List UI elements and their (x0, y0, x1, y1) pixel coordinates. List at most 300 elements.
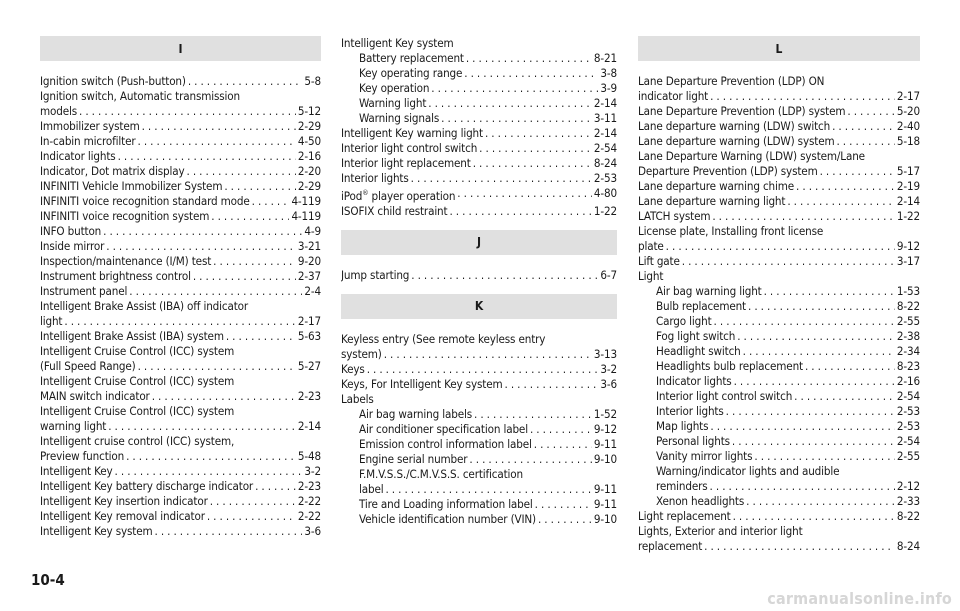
entry-label-text: Tire and Loading information label (359, 496, 533, 511)
dot-leader (754, 449, 895, 464)
entry-label-text: plate (638, 239, 664, 253)
entry-label-text: Intelligent Key insertion indicator (40, 494, 208, 508)
entry-page-ref: 2-33 (896, 494, 920, 508)
entry-label-text: Intelligent Key warning light (341, 126, 483, 140)
dot-leader (213, 254, 296, 269)
dot-leader (469, 452, 592, 467)
index-entry (341, 482, 617, 497)
index-entry (638, 434, 920, 449)
entry-page-ref: 8-22 (896, 299, 920, 313)
entry-label-text: models (40, 104, 78, 118)
entry-page-ref: 2-40 (896, 119, 920, 133)
index-entry (341, 171, 617, 186)
dot-leader (796, 179, 895, 194)
entry-page-ref: 2-53 (593, 171, 617, 185)
index-entry (40, 74, 321, 89)
entry-page-ref: 8-23 (896, 359, 920, 373)
index-entry (638, 119, 920, 134)
entry-label (40, 269, 191, 284)
entry-label (359, 111, 439, 126)
index-entry (638, 164, 920, 179)
entry-page-ref: 9-12 (896, 239, 920, 253)
index-entry (638, 419, 920, 434)
entry-page-ref: 9-12 (593, 421, 617, 436)
index-entry (341, 437, 617, 452)
entry-page-ref: 9-10 (593, 511, 617, 526)
entry-label (40, 284, 127, 299)
entry-page-ref: 2-4 (304, 284, 321, 298)
entry-label (656, 359, 803, 374)
entry-label-text: Engine serial number (359, 451, 468, 466)
index-entry (40, 119, 321, 134)
entry-label (656, 449, 752, 464)
index-entry (638, 509, 920, 524)
entry-page-ref: 2-17 (297, 314, 321, 328)
entry-label-text: Instrument panel (40, 284, 128, 298)
entry-label-text: Intelligent Key system (40, 524, 153, 538)
dot-leader (441, 111, 592, 126)
index-column-2 (341, 36, 617, 527)
index-entry (40, 209, 321, 224)
entry-label (359, 437, 532, 452)
entry-page-ref: 2-20 (297, 164, 321, 178)
entry-label (40, 359, 136, 374)
entry-page-ref: 2-29 (297, 179, 321, 193)
entry-label-text: Lane departure warning light (638, 194, 786, 208)
index-entry-text: Intelligent Cruise Control (ICC) system (40, 374, 235, 388)
entry-label-text: INFO button (40, 224, 102, 238)
page-number: 10-4 (31, 571, 65, 589)
entry-page-ref: 2-54 (896, 434, 920, 448)
dot-leader (746, 494, 895, 509)
entry-label-text: light (40, 314, 63, 328)
index-entry (341, 452, 617, 467)
entry-page-ref: 2-34 (896, 344, 920, 358)
entry-label (638, 119, 830, 134)
index-entry (40, 164, 321, 179)
dot-leader (805, 359, 895, 374)
entry-page-ref: 2-16 (896, 374, 920, 388)
index-entry (638, 494, 920, 509)
dot-leader (714, 314, 895, 329)
dot-leader (384, 347, 592, 362)
index-entry (638, 284, 920, 299)
entry-page-ref: 3-2 (600, 361, 617, 376)
index-entry (341, 51, 617, 66)
dot-leader (534, 437, 592, 452)
dot-leader (255, 479, 296, 494)
index-entry (341, 407, 617, 422)
entry-page-ref: 2-23 (297, 389, 321, 403)
entry-label-text: Indicator lights (40, 149, 116, 163)
entry-page-ref: 1-22 (896, 209, 920, 223)
entry-label (341, 347, 382, 362)
entry-label (656, 494, 744, 509)
index-entry (40, 179, 321, 194)
watermark-logo: carmanualsonline.info (767, 589, 952, 608)
entry-page-ref: 3-6 (304, 524, 321, 538)
dot-leader (466, 51, 592, 66)
entry-label-text: Inspection/maintenance (I/M) test (40, 254, 212, 268)
dot-leader (505, 377, 599, 392)
dot-leader (743, 344, 895, 359)
entry-label (359, 96, 426, 111)
entry-label-text: Interior light replacement (341, 156, 471, 170)
section-header: I (40, 36, 321, 61)
index-entry-text: Intelligent Cruise Control (ICC) system (40, 404, 235, 418)
entry-page-ref: 8-24 (896, 539, 920, 553)
index-entry (40, 494, 321, 509)
entry-label (40, 524, 153, 539)
entry-page-ref: 3-6 (600, 376, 617, 391)
dot-leader (734, 374, 895, 389)
dot-leader (385, 482, 591, 497)
entry-label (638, 539, 702, 554)
entry-label-text: (Full Speed Range) (40, 359, 136, 373)
index-column-3 (638, 36, 920, 554)
dot-leader (187, 164, 296, 179)
entry-label-text: Indicator, Dot matrix display (40, 164, 185, 178)
index-entry (40, 329, 321, 344)
dot-leader (726, 404, 895, 419)
dot-leader (449, 204, 591, 219)
dot-leader (155, 524, 303, 539)
dot-leader (118, 149, 296, 164)
dot-leader (457, 186, 592, 204)
entry-label-text: Lane departure warning chime (638, 179, 795, 193)
entry-label (40, 479, 253, 494)
dot-leader (485, 126, 592, 141)
entry-label-text: Air bag warning labels (359, 406, 473, 421)
entry-page-ref: 2-14 (593, 126, 617, 140)
dot-leader (473, 156, 592, 171)
index-entry (40, 104, 321, 119)
index-entry-text: Intelligent Cruise Control (ICC) system (40, 344, 235, 358)
entry-label-text: Vanity mirror lights (656, 449, 753, 463)
index-entry (40, 134, 321, 149)
dot-leader (188, 74, 303, 89)
entry-page-ref: 2-22 (297, 494, 321, 508)
entry-page-ref: 9-11 (593, 496, 617, 511)
dot-leader (836, 134, 894, 149)
dot-leader (367, 362, 599, 377)
dot-leader (748, 299, 895, 314)
index-entry (40, 464, 321, 479)
entry-label (359, 51, 464, 66)
entry-page-ref: 2-53 (896, 404, 920, 418)
index-entry (638, 404, 920, 419)
index-entry (638, 344, 920, 359)
entry-page-ref: 4-119 (291, 209, 321, 223)
entry-label-text: Vehicle identification number (VIN) (359, 511, 536, 526)
entry-label-text: Keys, For Intelligent Key system (341, 376, 503, 391)
section-header: L (638, 36, 920, 61)
index-entry-text: Lights, Exterior and interior light (638, 524, 803, 538)
entry-label-text: Lane departure warning (LDW) switch (638, 119, 831, 133)
entry-page-ref: 3-8 (600, 66, 617, 80)
entry-label (638, 209, 710, 224)
entry-label-text: Light replacement (638, 509, 731, 523)
dot-leader (211, 209, 289, 224)
entry-label-text: Ignition switch (Push-button) (40, 74, 186, 88)
entry-label (638, 134, 834, 149)
dot-leader (710, 479, 895, 494)
entry-label (638, 509, 731, 524)
entry-page-ref: 6-7 (600, 267, 617, 282)
entry-page-ref: 2-53 (896, 419, 920, 433)
entry-label-text: indicator light (638, 89, 709, 103)
entry-label-text: Cargo light (656, 314, 712, 328)
index-entry (341, 347, 617, 362)
index-entry-text: License plate, Installing front license (638, 224, 824, 238)
entry-label-text: iPod (341, 188, 363, 203)
entry-label-text: ISOFIX child restraint (341, 203, 448, 218)
entry-label-text: Air bag warning light (656, 284, 762, 298)
index-entry (638, 179, 920, 194)
entry-label-text: Departure Prevention (LDP) system (638, 164, 818, 178)
entry-label (359, 66, 462, 81)
entry-label-text: Intelligent Key removal indicator (40, 509, 205, 523)
entry-page-ref: 2-14 (297, 419, 321, 433)
entry-label-text: replacement (638, 539, 703, 553)
entry-label-text: Indicator lights (656, 374, 732, 388)
index-entry (638, 209, 920, 224)
index-entry (341, 126, 617, 141)
registered-mark: ® (362, 189, 369, 197)
entry-label-text: Battery replacement (359, 51, 464, 65)
entry-label (40, 314, 62, 329)
entry-label (40, 209, 209, 224)
entry-label-text: Lane departure warning (LDW) system (638, 134, 835, 148)
index-entry (341, 422, 617, 437)
index-entry (638, 374, 920, 389)
entry-label-text: Lane Departure Prevention (LDP) system (638, 104, 846, 118)
entry-page-ref: 5-63 (297, 329, 321, 343)
index-entry (40, 419, 321, 434)
entry-page-ref: 2-54 (593, 141, 617, 155)
dot-leader (103, 224, 302, 239)
dot-leader (787, 194, 895, 209)
index-entry (638, 314, 920, 329)
index-entry (341, 512, 617, 527)
index-column-1 (40, 36, 321, 539)
entry-label (656, 434, 730, 449)
entry-label (40, 254, 211, 269)
entry-label (359, 482, 383, 497)
index-entry (341, 377, 617, 392)
index-entry (40, 149, 321, 164)
entry-label (656, 389, 792, 404)
index-entry (40, 239, 321, 254)
entry-page-ref: 5-17 (896, 164, 920, 178)
index-entry-text: Warning/indicator lights and audible (656, 464, 840, 478)
index-entry (40, 254, 321, 269)
entry-label (341, 362, 365, 377)
entry-label-text: In-cabin microfilter (40, 134, 136, 148)
entry-page-ref: 8-24 (593, 156, 617, 170)
index-entry (341, 186, 617, 204)
entry-label-text: Warning light (359, 96, 427, 110)
entry-label-text: INFINITI voice recognition system (40, 209, 210, 223)
entry-label (638, 179, 794, 194)
entry-page-ref: 1-52 (593, 406, 617, 421)
entry-label (656, 329, 735, 344)
index-entry (638, 239, 920, 254)
index-entry (40, 284, 321, 299)
dot-leader (152, 389, 296, 404)
dot-leader (126, 449, 296, 464)
dot-leader (138, 359, 296, 374)
entry-label (638, 104, 845, 119)
entry-page-ref: 2-16 (297, 149, 321, 163)
dot-leader (193, 269, 296, 284)
entry-label-text: Keys (341, 361, 365, 376)
entry-label-text: Xenon headlights (656, 494, 745, 508)
dot-leader (538, 512, 592, 527)
index-entry (40, 389, 321, 404)
entry-label (40, 389, 150, 404)
entry-label-text: player operation (368, 188, 456, 203)
index-entry-text: Intelligent cruise control (ICC) system, (40, 434, 235, 448)
index-entry (638, 479, 920, 494)
index-entry (638, 359, 920, 374)
entry-label-text: Emission control information label (359, 436, 532, 451)
entry-label (359, 497, 533, 512)
section-spacer (341, 283, 617, 294)
index-entry-text: Lane Departure Warning (LDW) system/Lane (638, 149, 865, 163)
index-entry-text: Intelligent Key system (341, 36, 454, 50)
dot-leader (479, 141, 592, 156)
entry-label-text: Interior light control switch (341, 141, 478, 155)
entry-label (638, 194, 785, 209)
dot-leader (712, 209, 895, 224)
index-entry (638, 254, 920, 269)
index-entry (341, 96, 617, 111)
entry-page-ref: 1-22 (593, 203, 617, 218)
entry-label (40, 119, 140, 134)
entry-label-text: Intelligent Key (40, 464, 113, 478)
index-entry (40, 449, 321, 464)
section-header: J (341, 230, 617, 255)
index-entry (638, 299, 920, 314)
index-entry (341, 362, 617, 377)
entry-label (656, 299, 746, 314)
index-entry (638, 449, 920, 464)
dot-leader (431, 81, 598, 96)
entry-label (40, 194, 250, 209)
index-entry (638, 194, 920, 209)
entry-label-text: reminders (656, 479, 708, 493)
entry-label-text: Warning signals (359, 111, 440, 125)
entry-label-text: Bulb replacement (656, 299, 746, 313)
dot-leader (411, 171, 592, 186)
entry-label (656, 479, 708, 494)
index-entry (638, 134, 920, 149)
index-entry (341, 81, 617, 96)
entry-label (656, 419, 708, 434)
entry-label-text: Map lights (656, 419, 709, 433)
dot-leader (666, 239, 895, 254)
entry-page-ref: 2-55 (896, 449, 920, 463)
index-entry (638, 329, 920, 344)
entry-label (359, 422, 528, 437)
index-entry (40, 224, 321, 239)
entry-label (359, 452, 467, 467)
entry-label-text: Interior lights (341, 171, 409, 185)
index-entry (40, 509, 321, 524)
entry-label (638, 239, 664, 254)
entry-label-text: Personal lights (656, 434, 730, 448)
index-entry (40, 524, 321, 539)
entry-page-ref: 8-22 (896, 509, 920, 523)
index-entry (40, 269, 321, 284)
entry-page-ref: 2-17 (896, 89, 920, 103)
index-entry-text: Ignition switch, Automatic transmission (40, 89, 240, 103)
entry-page-ref: 4-80 (593, 186, 617, 200)
entry-page-ref: 9-11 (593, 436, 617, 451)
entry-label (656, 284, 762, 299)
entry-page-ref: 2-14 (896, 194, 920, 208)
index-entry (341, 141, 617, 156)
entry-label-text: label (359, 481, 384, 496)
entry-label-text: Instrument brightness control (40, 269, 191, 283)
entry-page-ref: 2-23 (297, 479, 321, 493)
entry-label (656, 314, 712, 329)
entry-label-text: Intelligent Key battery discharge indicator (40, 479, 254, 493)
entry-label-text: warning light (40, 419, 107, 433)
index-entry (341, 156, 617, 171)
index-entry (341, 66, 617, 81)
entry-label-text: system) (341, 346, 382, 361)
entry-page-ref: 2-38 (896, 329, 920, 343)
entry-label-text: LATCH system (638, 209, 711, 223)
entry-page-ref: 9-20 (297, 254, 321, 268)
entry-page-ref: 4-50 (297, 134, 321, 148)
index-entry (40, 359, 321, 374)
entry-page-ref: 2-22 (297, 509, 321, 523)
entry-page-ref: 5-27 (297, 359, 321, 373)
dot-leader (138, 134, 296, 149)
entry-label (656, 344, 741, 359)
dot-leader (64, 314, 296, 329)
index-entry-text: Lane Departure Prevention (LDP) ON (638, 74, 825, 88)
entry-label-text: Air conditioner specification label (359, 421, 528, 436)
dot-leader (108, 419, 296, 434)
index-entry-text: Keyless entry (See remote keyless entry (341, 331, 546, 346)
entry-label (359, 407, 472, 422)
index-entry (638, 389, 920, 404)
index-entry (638, 104, 920, 119)
dot-leader (733, 509, 895, 524)
index-entry-text: Labels (341, 391, 374, 406)
entry-label (656, 404, 724, 419)
dot-leader (682, 254, 895, 269)
entry-label (40, 464, 113, 479)
index-entry (40, 314, 321, 329)
entry-label-text: Fog light switch (656, 329, 736, 343)
dot-leader (224, 179, 296, 194)
dot-leader (794, 389, 895, 404)
entry-page-ref: 8-21 (593, 51, 617, 65)
entry-label (341, 377, 503, 392)
dot-leader (428, 96, 592, 111)
entry-label-text: Interior lights (656, 404, 724, 418)
entry-label-text: Intelligent Brake Assist (IBA) system (40, 329, 224, 343)
entry-label (341, 156, 471, 171)
entry-label-text: INFINITI Vehicle Immobilizer System (40, 179, 223, 193)
dot-leader (710, 89, 895, 104)
entry-page-ref: 2-29 (297, 119, 321, 133)
